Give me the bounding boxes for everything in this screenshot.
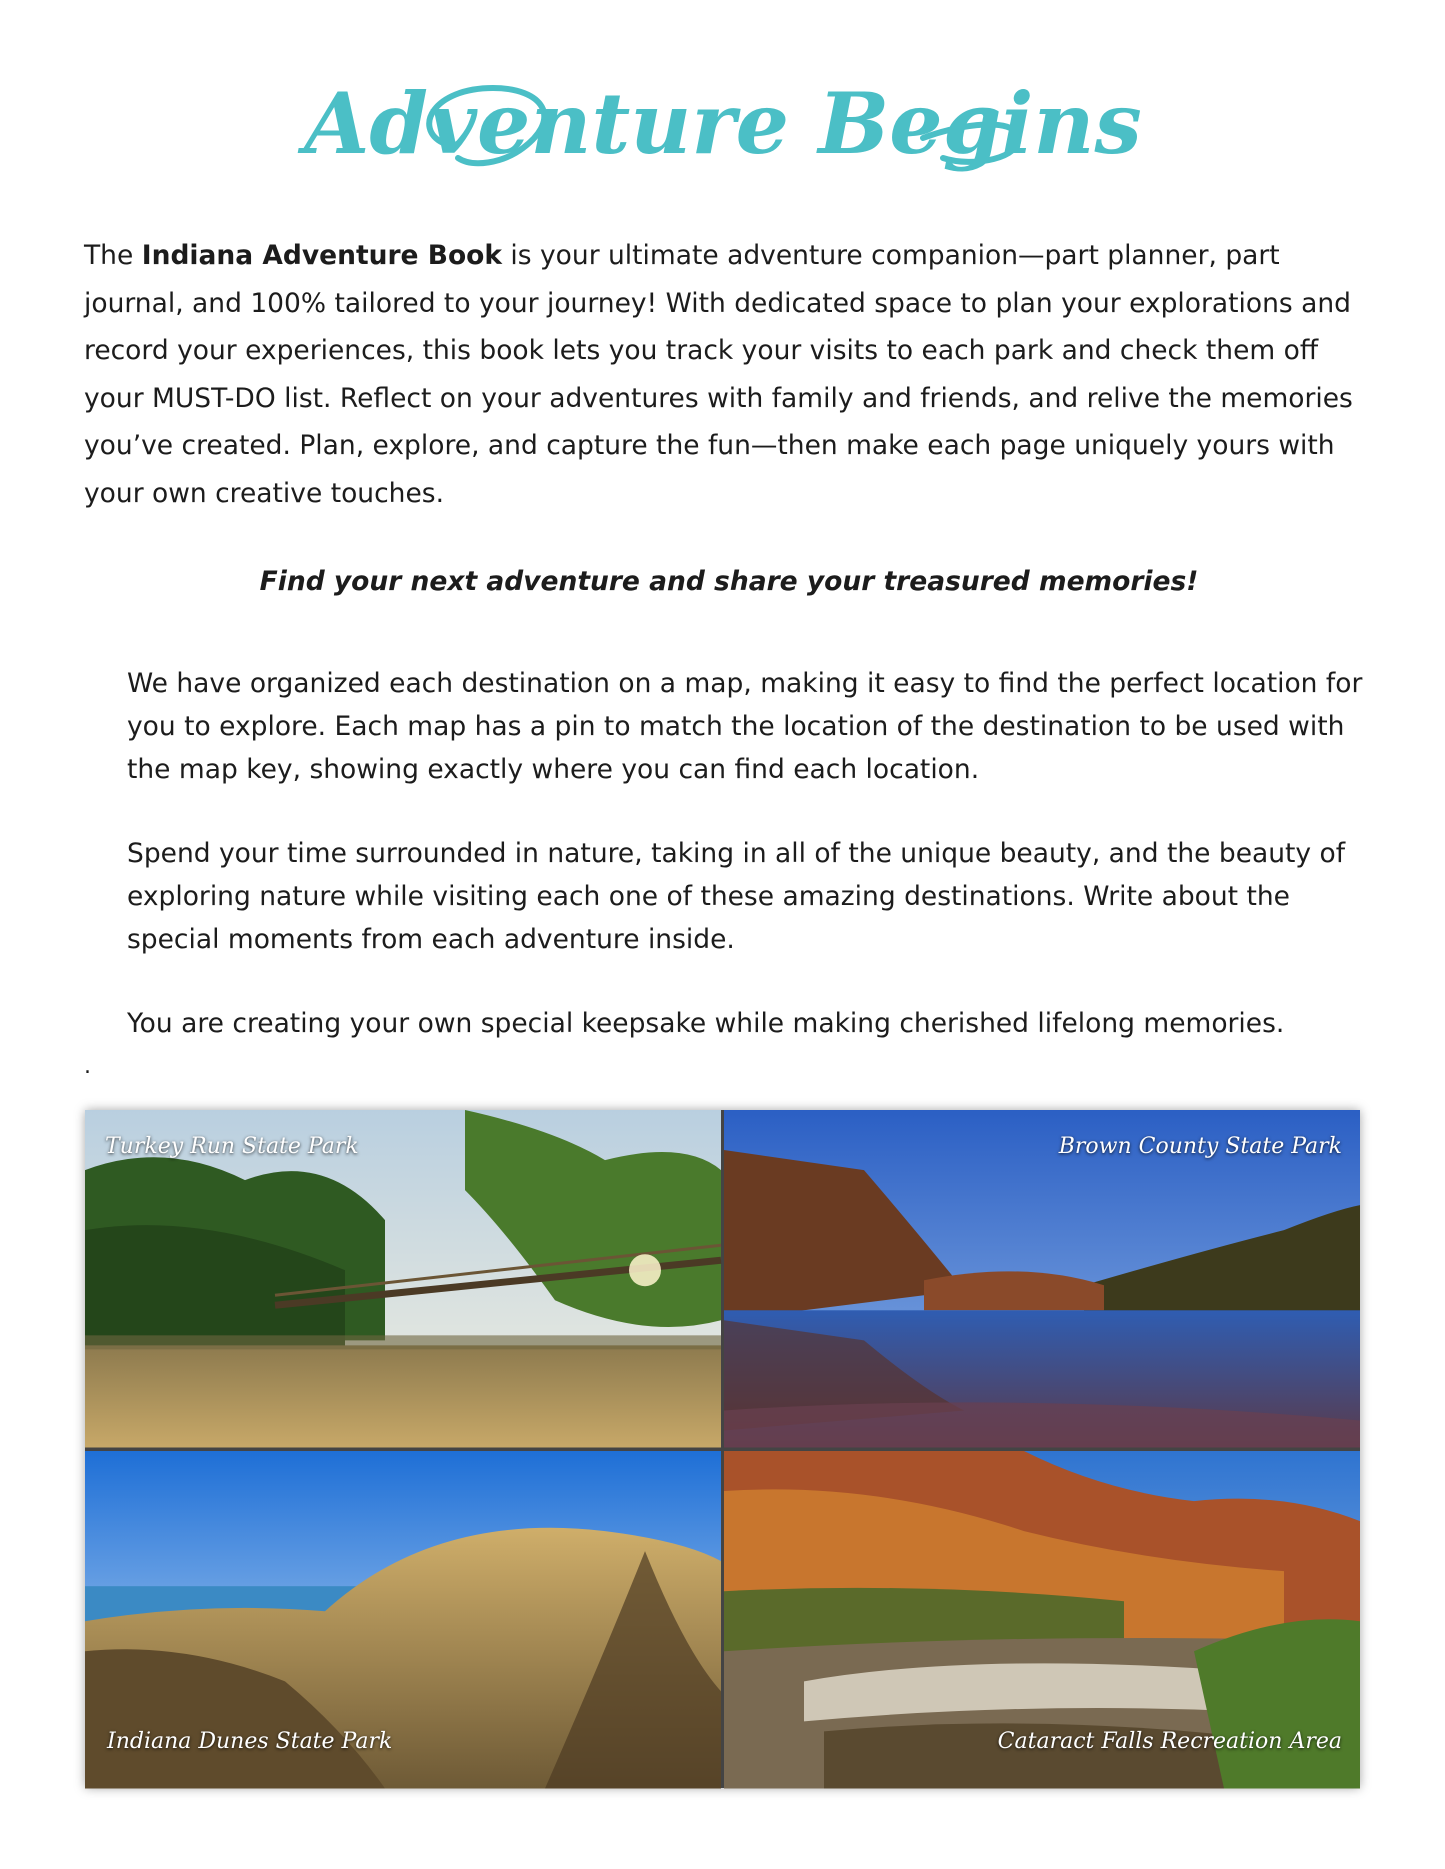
- photo-turkey-run: [85, 1110, 721, 1448]
- photo-brown-county: [724, 1110, 1360, 1448]
- photo-indiana-dunes: [85, 1451, 721, 1789]
- caption-brown-county: Brown County State Park: [1058, 1134, 1342, 1159]
- bridge-photo-icon: [85, 1110, 721, 1448]
- intro-paragraph: [84, 232, 1374, 517]
- caption-cataract-falls: Cataract Falls Recreation Area: [997, 1729, 1342, 1754]
- paragraph-keepsake: You are creating your own special keepsake while making cherished lifelong memories.: [127, 1008, 1285, 1039]
- paragraph-maps: We have organized each destination on a map, making it easy to find the perfect location for you to explore. Each map has a pin to match the location of the destination to be used with the map key, showing exactly where you can find each location.: [127, 668, 1363, 785]
- title-script-art: [303, 48, 1142, 198]
- paragraph-nature: Spend your time surrounded in nature, taking in all of the unique beauty, and the beauty of exploring nature while visiting each one of these amazing destinations. Write about the special moments from each adventure inside.: [127, 838, 1346, 955]
- book-name: Indiana Adventure Book: [141, 240, 502, 271]
- page-title: [0, 48, 1445, 208]
- tagline: Find your next adventure and share your treasured memories!: [259, 566, 1199, 597]
- caption-turkey-run: Turkey Run State Park: [105, 1134, 359, 1159]
- photo-cataract-falls: [724, 1451, 1360, 1789]
- intro-post: is your ultimate adventure companion—part planner, part journal, and 100% tailored to your journey! With dedicated space to plan your explorations and record your experiences, this book lets you track your visits to each park and check them off your MUST-DO list. Reflect on your adventures with family and friends, and relive the memories you’ve created. Plan, explore, and capture the fun—then make each page uniquely yours with your own creative touches.: [84, 240, 1353, 509]
- stray-mark: .: [84, 1054, 91, 1079]
- title-text: Adventure Begins: [303, 74, 1142, 173]
- intro-pre: The: [84, 240, 142, 271]
- caption-indiana-dunes: Indiana Dunes State Park: [107, 1729, 393, 1754]
- lake-photo-icon: [724, 1110, 1360, 1448]
- photo-grid: [85, 1110, 1360, 1788]
